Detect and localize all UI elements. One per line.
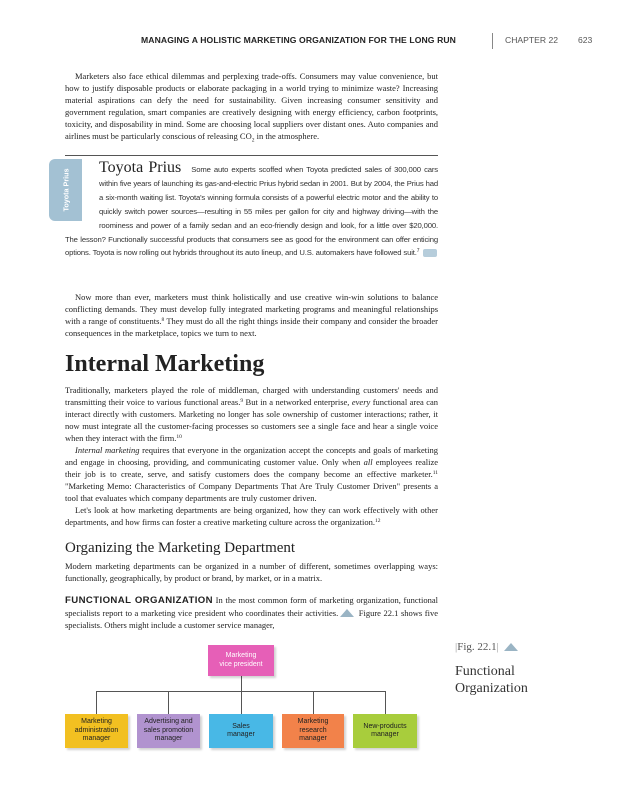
chart-connector-drop-3 — [241, 691, 242, 714]
functional-paragraph — [65, 594, 438, 631]
case-tab-label: Toyota Prius — [61, 168, 70, 212]
chart-connector-drop-1 — [96, 691, 97, 714]
chart-connector-drop-5 — [385, 691, 386, 714]
running-head — [0, 33, 623, 49]
org-node-marketing-administration: Marketing administration manager — [65, 714, 128, 748]
internal-p2-emphasis: all — [363, 457, 373, 468]
org-node-marketing-research: Marketing research manager — [282, 714, 344, 748]
figure-label — [455, 641, 575, 697]
holistic-text-end: They must do all the right things inside their company and consider the broader consequences in the marketplace, topics we turn to next. — [65, 316, 438, 339]
functional-lead-in: FUNCTIONAL ORGANIZATION — [65, 595, 213, 606]
org-node-sales: Sales manager — [209, 714, 273, 748]
case-end-marker — [423, 249, 437, 257]
org-node-advertising: Advertising and sales promotion manager — [137, 714, 200, 748]
internal-p1-text-b: But in a networked enterprise, — [243, 397, 352, 408]
internal-p1-text-c: functional area can interact directly with customers. Marketing no longer has sole ownership of customer interactions; rather, it now must integrate all the customer-facing processes so customers see a single face and hear a single voice when they interact with the firm. — [65, 397, 438, 444]
running-head-title: MANAGING A HOLISTIC MARKETING ORGANIZATION FOR THE LONG RUN — [141, 35, 456, 45]
footnote-10: 10 — [176, 434, 182, 441]
chart-connector-drop-2 — [168, 691, 169, 714]
case-box-rule — [65, 155, 438, 156]
internal-paragraph-3 — [65, 504, 438, 528]
internal-p1-text-a: Traditionally, marketers played the role of middleman, charged with understanding customers' needs and transmitting their voice to various functional areas. — [65, 385, 438, 408]
figure-number: 22.1 — [477, 641, 497, 653]
running-head-divider — [492, 33, 493, 49]
figure-reference-icon — [340, 609, 354, 617]
internal-p3-text: Let's look at how marketing departments are being organized, how they can work effectively with other departments, and how firms can foster a creative marketing culture across the organization. — [65, 505, 438, 528]
figure-number-line: |Fig. 22.1| — [455, 641, 575, 653]
internal-paragraph-2 — [65, 444, 438, 504]
chart-connector-drop-4 — [313, 691, 314, 714]
figure-triangle-icon — [504, 643, 518, 651]
holistic-text: Now more than ever, marketers must think holistically and use creative win-win solutions to balance conflicting demands. They must develop fully integrated marketing programs and meaningful relationships with a range of constituents. — [65, 292, 438, 327]
internal-p2-text-c: "Marketing Memo: Characteristics of Company Departments That Are Truly Customer Driven" presents a tool that evaluates which company departments are truly customer driven. — [65, 481, 438, 504]
case-footnote: 7 — [416, 248, 420, 255]
intro-paragraph — [65, 70, 438, 143]
page-number: 623 — [578, 35, 593, 45]
footnote-11: 11 — [432, 470, 438, 477]
internal-p1-emphasis: every — [351, 397, 371, 408]
organizing-paragraph: Modern marketing departments can be organized in a number of different, sometimes overlapping ways: functionally, geographically, by product or brand, by market, or in a matrix. — [65, 561, 438, 584]
functional-text-a: In the most common form of marketing organization, functional specialists report to a marketing vice president who coordinates their activities. — [65, 595, 438, 619]
internal-paragraph-1 — [65, 384, 438, 444]
footnote-9: 9 — [240, 398, 244, 405]
case-title: Toyota Prius — [99, 159, 182, 176]
functional-text-b: Figure 22.1 shows five specialists. Others might include a customer service manager, — [65, 608, 438, 631]
case-text: Some auto experts scoffed when Toyota predicted sales of 300,000 cars within five years of launching its gas-and-electric Prius hybrid sedan in 2001. But by 2004, the Prius had a six-month waiting list. Toyota's winning formula consists of a powerful electric motor and the ability to quickly switch power sources—resulting in 55 miles per gallon for city and highway driving—with the roominess and power of a family sedan and an eco-friendly design and look, for a little over $20,000. The lesson? Functionally successful products that consumers see as good for the environment can offer enticing options. Toyota is now rolling out hybrids throughout its auto lineup, and U.S. automakers have followed suit. — [65, 165, 438, 258]
intro-text-end: in the atmosphere. — [254, 131, 320, 142]
org-node-new-products: New-products manager — [353, 714, 417, 748]
subsection-heading: Organizing the Marketing Department — [65, 540, 296, 556]
internal-p2-text-a: requires that everyone in the organization accept the concepts and goals of marketing and engage in choosing, providing, and communicating customer value. Only when — [65, 445, 438, 468]
internal-p2-text-b: employees realize their job is to create, serve, and satisfy customers does the company become an effective marketer. — [65, 457, 438, 480]
case-tab-spacer — [65, 161, 99, 229]
org-node-vice-president: Marketing vice president — [208, 645, 274, 676]
figure-title: Functional Organization — [455, 664, 528, 696]
co2-subscript: 2 — [251, 138, 255, 145]
intro-text: Marketers also face ethical dilemmas and perplexing trade-offs. Consumers may value convenience, but how to justify disposable products or elaborate packaging in a world trying to minimize waste? Increasing material aspirations can defy the need for sustainability. Given increasing consumer sensitivity and government regulation, smart companies are creatively designing with energy efficiency, carbon footprints, toxicity, and disposability in mind. Some are choosing local suppliers over distant ones. Auto companies and airlines must be particularly conscious of releasing CO — [65, 71, 438, 142]
case-box — [65, 161, 438, 260]
chart-connector-trunk — [241, 676, 242, 691]
section-heading: Internal Marketing — [65, 351, 265, 377]
holistic-paragraph — [65, 291, 438, 339]
chapter-label: CHAPTER 22 — [505, 35, 559, 45]
figure-label-text: Fig. — [457, 641, 475, 653]
footnote-8: 8 — [161, 317, 165, 324]
footnote-12: 12 — [374, 518, 381, 525]
internal-marketing-term: Internal marketing — [75, 445, 140, 455]
